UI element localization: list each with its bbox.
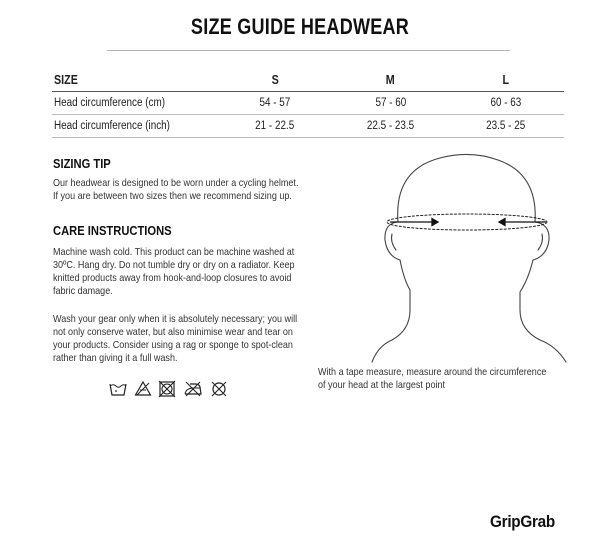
row-label-cm: Head circumference (cm) bbox=[52, 92, 217, 115]
no-iron-icon bbox=[182, 380, 204, 398]
cell-cm-s: 54 - 57 bbox=[217, 92, 333, 115]
size-table bbox=[52, 69, 564, 138]
sizing-tip-text bbox=[53, 177, 302, 203]
brand-logo: GripGrab bbox=[490, 512, 556, 531]
tape-arrows bbox=[390, 219, 546, 226]
head-measurement-illustration bbox=[370, 150, 570, 365]
head-outline bbox=[398, 154, 536, 222]
table-header-l: L bbox=[448, 69, 564, 92]
care-heading: CARE INSTRUCTIONS bbox=[53, 223, 172, 238]
sizing-tip-heading: SIZING TIP bbox=[53, 156, 111, 171]
care-paragraph-1-text: Machine wash cold. This product can be machine washed at 30ºC. Hang dry. Do not tumble dry or dry on a radiator. Keep knitted products away from hook-and-loop closures to avoid fabric damage. bbox=[53, 246, 295, 297]
row-label-inch: Head circumference (inch) bbox=[52, 115, 217, 138]
page-title: SIZE GUIDE HEADWEAR bbox=[190, 14, 410, 39]
title-divider bbox=[107, 50, 510, 51]
no-tumble-dry-icon bbox=[158, 380, 176, 398]
right-ear bbox=[533, 222, 549, 260]
figure-caption: With a tape measure, measure around the circumference of your head at the largest point bbox=[318, 366, 547, 391]
care-paragraph-2 bbox=[53, 313, 302, 365]
left-shoulder bbox=[372, 310, 410, 362]
table-row bbox=[52, 115, 564, 138]
care-symbols bbox=[108, 380, 228, 400]
cell-inch-s: 21 - 22.5 bbox=[217, 115, 333, 138]
wash-30-icon bbox=[108, 380, 128, 398]
sizing-tip-body: Our headwear is designed to be worn under a cycling helmet. If you are between two sizes then we recommend sizing up. bbox=[53, 177, 299, 202]
cell-cm-m: 57 - 60 bbox=[333, 92, 449, 115]
table-header-s: S bbox=[217, 69, 333, 92]
table-header-size: SIZE bbox=[52, 69, 217, 92]
no-dry-clean-icon bbox=[210, 380, 228, 398]
no-bleach-icon bbox=[134, 380, 152, 398]
right-shoulder bbox=[520, 310, 566, 362]
care-paragraph-1 bbox=[53, 246, 302, 298]
table-header-m: M bbox=[333, 69, 449, 92]
cell-cm-l: 60 - 63 bbox=[448, 92, 564, 115]
cell-inch-m: 22.5 - 23.5 bbox=[333, 115, 449, 138]
table-header-row bbox=[52, 69, 564, 92]
care-paragraph-2-text: Wash your gear only when it is absolutely necessary; you will not only conserve water, but also minimise wear and tear on your products. Consider using a rag or sponge to spot-clean rather than giving it a full wash. bbox=[53, 313, 298, 364]
table-row bbox=[52, 92, 564, 115]
cell-inch-l: 23.5 - 25 bbox=[448, 115, 564, 138]
left-ear bbox=[385, 222, 400, 260]
